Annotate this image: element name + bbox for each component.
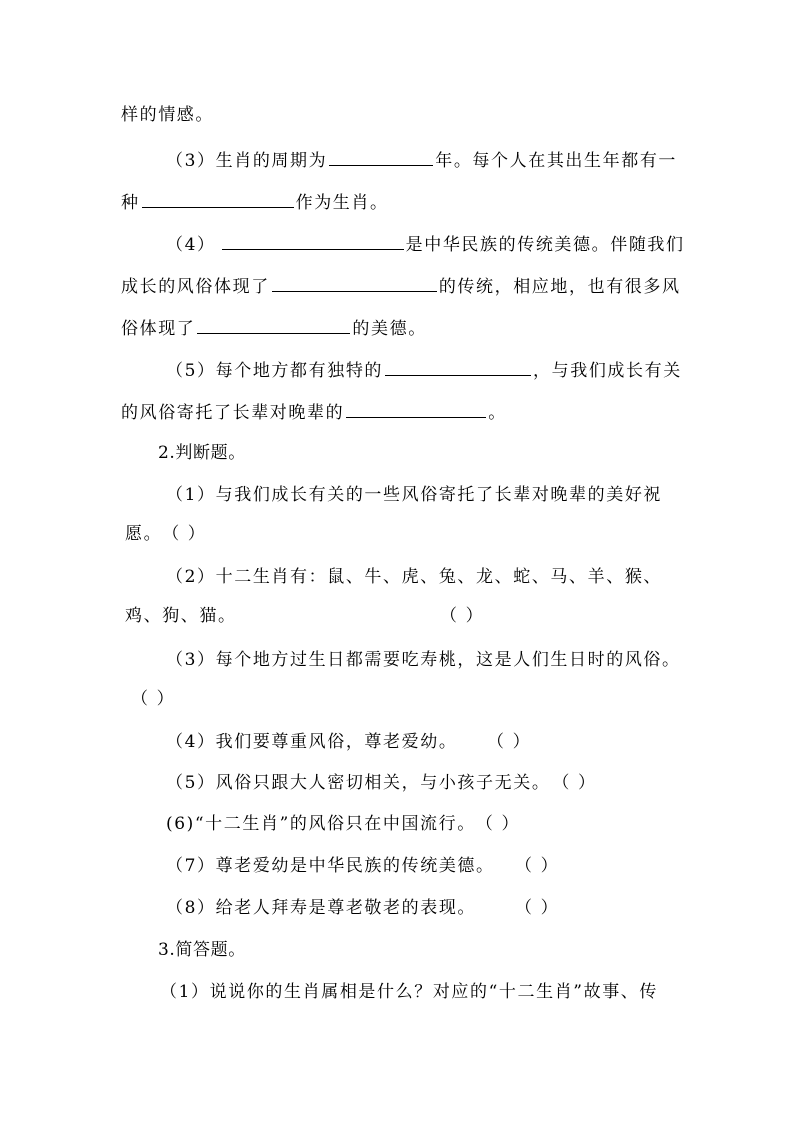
judge-item-2 xyxy=(166,566,662,588)
answer-parens-wrap xyxy=(487,731,531,753)
line-text: ，与我们成长有关 xyxy=(533,361,682,381)
answer-blank[interactable] xyxy=(329,148,433,166)
line-text: 成长的风俗体现了 xyxy=(121,277,270,297)
answer-parens-wrap xyxy=(131,688,175,710)
answer-blank[interactable] xyxy=(197,316,350,334)
line-text: （3）生肖的周期为 xyxy=(166,151,328,171)
line-text: 俗体现了 xyxy=(121,319,196,339)
short-answer-item-1 xyxy=(160,981,658,1003)
answer-parens-wrap xyxy=(440,605,484,627)
text-line xyxy=(121,190,389,214)
judge-item-8 xyxy=(166,897,476,919)
answer-parens[interactable]: （ ） xyxy=(475,814,521,834)
line-text: 年。每个人在其出生年都有一 xyxy=(435,151,678,171)
text-line xyxy=(121,104,214,126)
answer-blank[interactable] xyxy=(142,190,294,208)
line-text: 的风俗寄托了长辈对晚辈的 xyxy=(121,403,345,423)
line-text: 作为生肖。 xyxy=(295,193,389,213)
answer-parens-wrap xyxy=(515,855,559,877)
judge-item-3 xyxy=(166,649,681,671)
text-line xyxy=(121,316,427,340)
answer-parens[interactable]: （ ） xyxy=(487,732,532,752)
judge-item-1 xyxy=(166,484,662,506)
line-text: 样的情感。 xyxy=(121,105,214,125)
line-text: 的美德。 xyxy=(352,319,427,339)
answer-blank[interactable] xyxy=(346,400,486,418)
answer-parens[interactable]: （ ） xyxy=(440,606,485,626)
text-line xyxy=(121,400,507,424)
judge-item-7 xyxy=(166,855,495,877)
answer-parens[interactable]: （ ） xyxy=(552,773,597,793)
line-text: （5）风俗只跟大人密切相关，与小孩子无关。 xyxy=(166,773,551,793)
heading-text: 2.判断题。 xyxy=(158,443,246,463)
line-text: (6)“十二生肖”的风俗只在中国流行。 xyxy=(166,814,476,834)
section-heading-judgement xyxy=(158,442,246,464)
line-text: （4） xyxy=(166,235,216,255)
line-text: 。 xyxy=(488,403,507,423)
answer-blank[interactable] xyxy=(222,232,404,250)
line-text: （8）给老人拜寿是尊老敬老的表现。 xyxy=(166,898,477,918)
line-text: （2）十二生肖有：鼠、牛、虎、兔、龙、蛇、马、羊、猴、 xyxy=(166,567,663,587)
line-text: （7）尊老爱幼是中华民族的传统美德。 xyxy=(166,856,495,876)
line-text: （1）与我们成长有关的一些风俗寄托了长辈对晚辈的美好祝 xyxy=(166,485,663,505)
answer-parens-wrap xyxy=(515,897,559,919)
line-text: （1）说说你的生肖属相是什么？对应的“十二生肖”故事、传 xyxy=(160,982,658,1002)
question-4-fill xyxy=(166,232,685,256)
line-text: 愿。 xyxy=(125,524,163,544)
question-5-fill xyxy=(166,358,682,382)
text-line xyxy=(125,605,237,627)
text-line xyxy=(121,274,681,298)
line-text: 的传统，相应地，也有很多风 xyxy=(438,277,681,297)
answer-parens[interactable]: （ ） xyxy=(131,689,176,709)
answer-parens[interactable]: （ ） xyxy=(162,524,207,544)
answer-blank[interactable] xyxy=(385,358,531,376)
line-text: 是中华民族的传统美德。伴随我们 xyxy=(405,235,685,255)
answer-parens[interactable]: （ ） xyxy=(515,898,560,918)
line-text: 鸡、狗、猫。 xyxy=(125,606,237,626)
judge-item-5 xyxy=(166,772,597,794)
section-heading-short-answer xyxy=(158,939,246,961)
line-text: （4）我们要尊重风俗，尊老爱幼。 xyxy=(166,732,458,752)
answer-parens[interactable]: （ ） xyxy=(515,856,560,876)
heading-text: 3.简答题。 xyxy=(158,940,246,960)
line-text: 种 xyxy=(121,193,140,213)
line-text: （3）每个地方过生日都需要吃寿桃，这是人们生日时的风俗。 xyxy=(166,650,681,670)
question-3-fill xyxy=(166,148,677,172)
line-text: （5）每个地方都有独特的 xyxy=(166,361,384,381)
judge-item-6 xyxy=(166,813,520,835)
judge-item-4 xyxy=(166,731,457,753)
answer-blank[interactable] xyxy=(272,274,437,292)
text-line xyxy=(125,523,206,545)
